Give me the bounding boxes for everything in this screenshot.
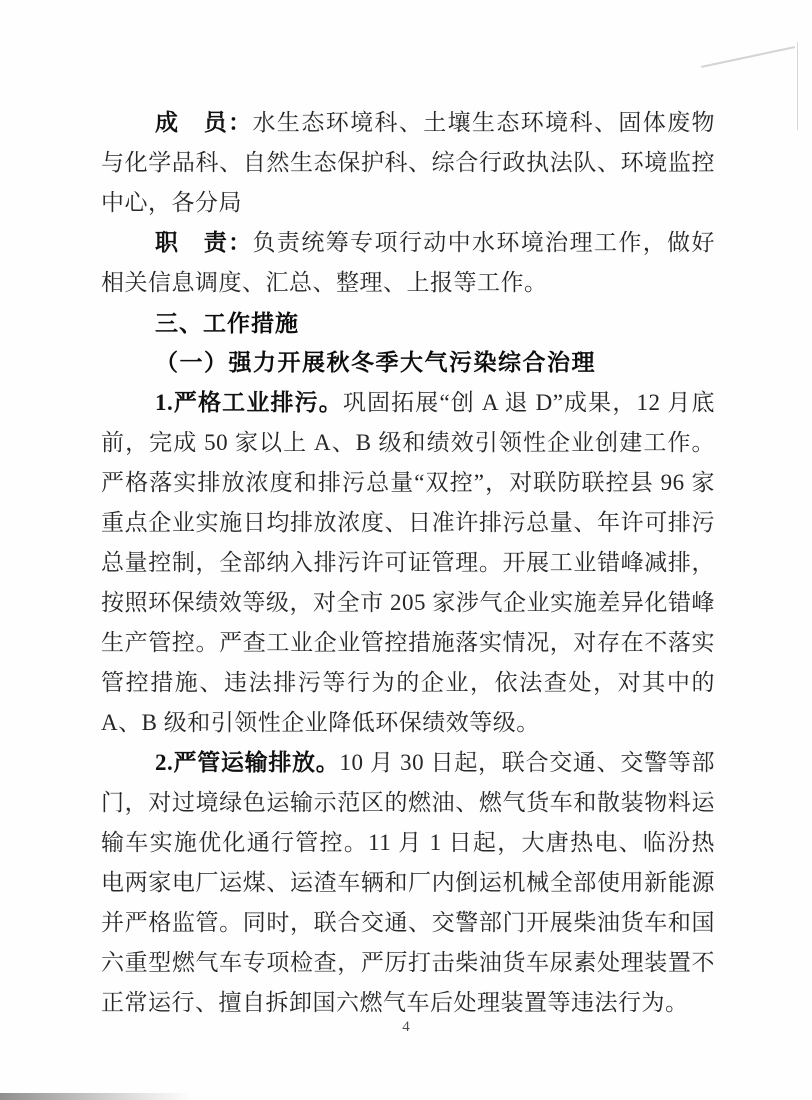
paragraph-item-1	[101, 383, 715, 743]
document-body	[101, 103, 715, 1023]
item-2-lead: 2.严管运输排放。	[155, 750, 340, 775]
item-2-text: 10 月 30 日起，联合交通、交警等部门，对过境绿色运输示范区的燃油、燃气货车和散装物料运输车实施优化通行管控。11 月 1 日起，大唐热电、临汾热电两家电厂运煤、运渣车辆和厂内倒运机械全部使用新能源并严格监管。同时，联合交通、交警部门开展柴油货车和国六重型燃气车专项检查，严厉打击柴油货车尿素处理装置不正常运行、擅自拆卸国六燃气车后处理装置等违法行为。	[101, 750, 716, 1015]
paragraph-duties	[101, 223, 715, 303]
scan-artifact-bottom-left-shadow	[0, 1093, 192, 1100]
item-1-lead: 1.严格工业排污。	[155, 390, 343, 415]
duties-label: 职 责：	[155, 230, 253, 255]
subsection-heading: （一）强力开展秋冬季大气污染综合治理	[155, 350, 596, 375]
scan-artifact-right-edge-line	[797, 42, 798, 130]
members-label: 成 员：	[155, 110, 253, 135]
page-number: 4	[402, 1019, 410, 1035]
duties-text: 负责统筹专项行动中水环境治理工作，做好相关信息调度、汇总、整理、上报等工作。	[101, 230, 716, 295]
members-text: 水生态环境科、土壤生态环境科、固体废物与化学品科、自然生态保护科、综合行政执法队、环境监控中心，各分局	[101, 110, 716, 215]
item-1-text: 巩固拓展“创 A 退 D”成果，12 月底前，完成 50 家以上 A、B 级和绩效引领性企业创建工作。严格落实排放浓度和排污总量“双控”，对联防联控县 96 家重点企业实施日均排放浓度、日准许排污总量、年许可排污总量控制，全部纳入排污许可证管理。开展工业错峰减排，按照环保绩效等级，对全市 205 家涉气企业实施差异化错峰生产管控。严查工业企业管控措施落实情况，对存在不落实管控措施、违法排污等行为的企业，依法查处，对其中的 A、B 级和引领性企业降低环保绩效等级。	[101, 390, 715, 735]
paragraph-item-2	[101, 743, 715, 1023]
paragraph-members	[101, 103, 715, 223]
section-heading: 三、工作措施	[155, 310, 299, 336]
scan-artifact-diagonal-stroke	[701, 46, 795, 68]
